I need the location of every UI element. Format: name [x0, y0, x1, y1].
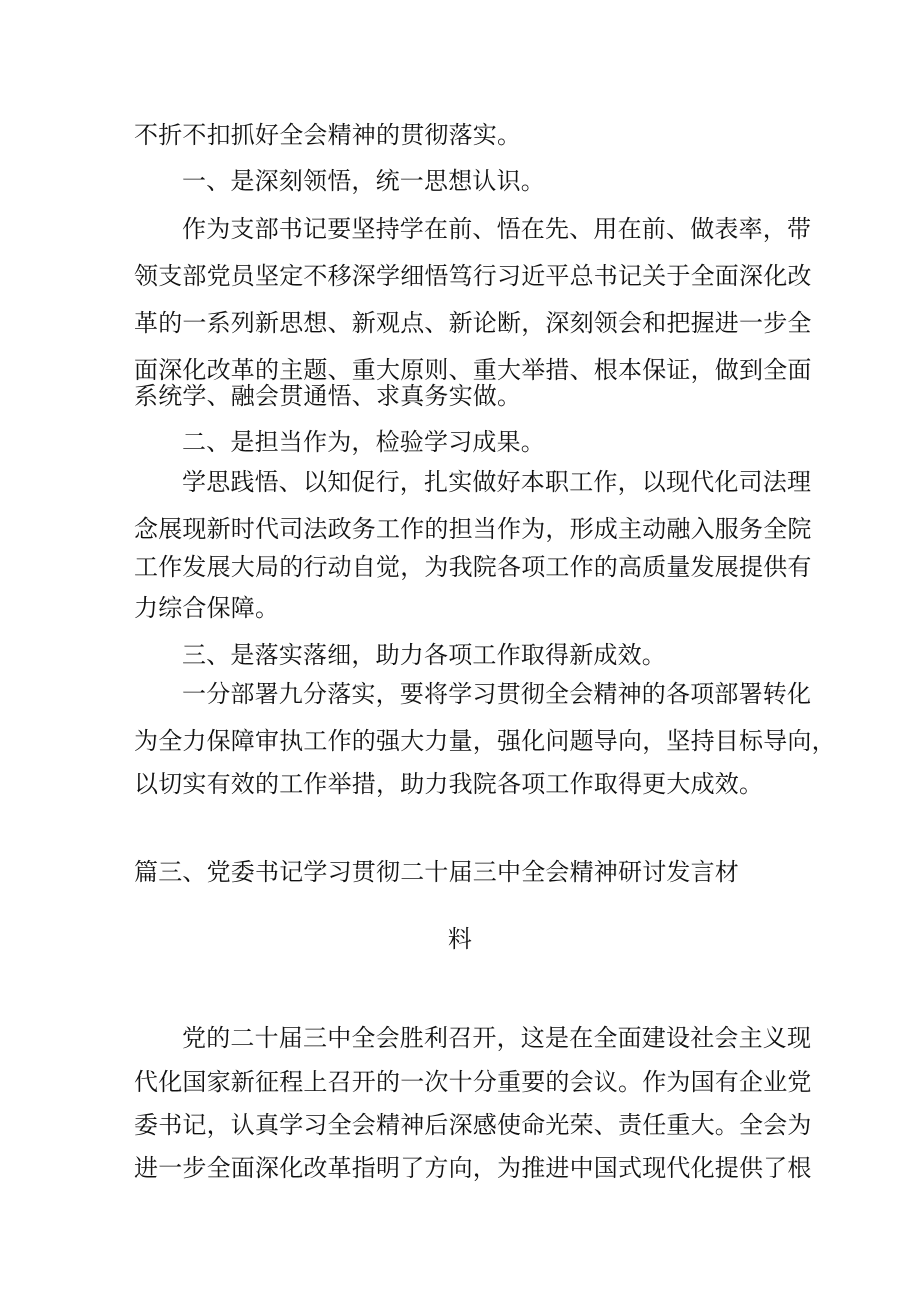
section-heading: 二、是担当作为，检验学习成果。: [182, 428, 545, 456]
paragraph-line: 为全力保障审执工作的强大力量，强化问题导向，坚持目标导向，: [134, 727, 836, 755]
paragraph-line: 力综合保障。: [134, 594, 280, 622]
paragraph-line: 工作发展大局的行动自觉，为我院各项工作的高质量发展提供有: [134, 553, 812, 581]
paragraph-line: 革的一系列新思想、新观点、新论断，深刻领会和把握进一步全: [134, 309, 812, 337]
paragraph-line: 系统学、融会贯通悟、求真务实做。: [134, 382, 522, 410]
section-heading: 三、是落实落细，助力各项工作取得新成效。: [182, 641, 666, 669]
article-title: 篇三、党委书记学习贯彻二十届三中全会精神研讨发言材: [134, 858, 739, 886]
article-title-continuation: 料: [447, 925, 473, 953]
paragraph-line: 面深化改革的主题、重大原则、重大举措、根本保证，做到全面: [134, 356, 812, 384]
paragraph-line: 领支部党员坚定不移深学细悟笃行习近平总书记关于全面深化改: [134, 262, 812, 290]
paragraph-line: 进一步全面深化改革指明了方向，为推进中国式现代化提供了根: [134, 1154, 812, 1182]
paragraph-line: 代化国家新征程上召开的一次十分重要的会议。作为国有企业党: [134, 1068, 812, 1096]
paragraph-line: 党的二十届三中全会胜利召开，这是在全面建设社会主义现: [182, 1024, 812, 1052]
paragraph-line: 以切实有效的工作举措，助力我院各项工作取得更大成效。: [134, 770, 764, 798]
section-heading: 一、是深刻领悟，统一思想认识。: [182, 167, 545, 195]
paragraph-line: 作为支部书记要坚持学在前、悟在先、用在前、做表率，带: [182, 215, 812, 243]
paragraph-line: 念展现新时代司法政务工作的担当作为，形成主动融入服务全院: [134, 515, 812, 543]
paragraph-line: 一分部署九分落实，要将学习贯彻全会精神的各项部署转化: [182, 680, 812, 708]
paragraph-line: 学思践悟、以知促行，扎实做好本职工作，以现代化司法理: [182, 468, 812, 496]
paragraph-line: 委书记，认真学习全会精神后深感使命光荣、责任重大。全会为: [134, 1111, 812, 1139]
paragraph-line: 不折不扣抓好全会精神的贯彻落实。: [134, 121, 522, 149]
